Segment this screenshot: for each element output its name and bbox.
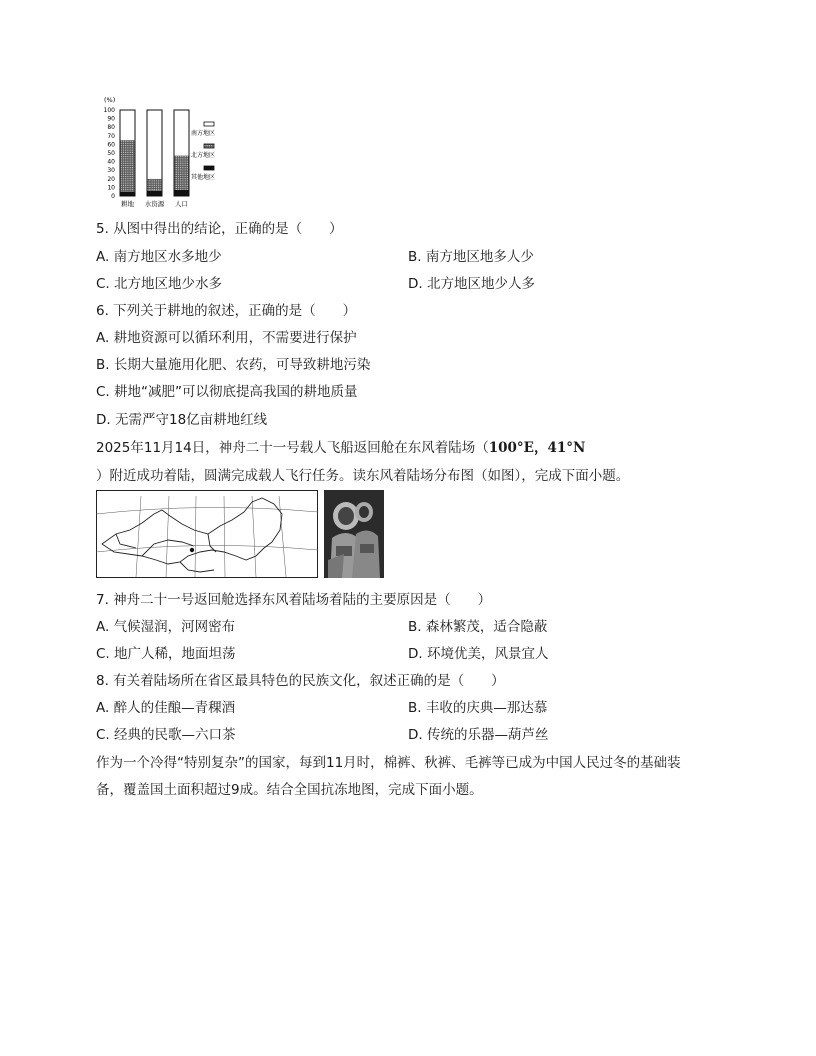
bar-segment xyxy=(120,110,135,140)
intro-3-line-2: 备，覆盖国土面积超过9成。结合全国抗冻地图，完成下面小题。 xyxy=(96,782,483,798)
legend-swatch xyxy=(204,122,214,126)
dongfeng-landing-map xyxy=(96,490,318,578)
intro-2-line-2: ）附近成功着陆，圆满完成载人飞行任务。读东风着陆场分布图（如图），完成下面小题。 xyxy=(96,468,630,484)
bars xyxy=(120,110,189,196)
y-tick-label: 0 xyxy=(111,193,115,200)
y-tick-label: 70 xyxy=(107,132,115,140)
y-axis-ticks xyxy=(104,107,116,200)
bar-segment xyxy=(174,156,189,190)
q7-stem: 7. 神舟二十一号返回舱选择东风着陆场着陆的主要原因是（ ） xyxy=(96,592,492,608)
q5-stem: 5. 从图中得出的结论，正确的是（ ） xyxy=(96,221,343,237)
q8-stem: 8. 有关着陆场所在省区最具特色的民族文化，叙述正确的是（ ） xyxy=(96,673,505,689)
intro-2-text: 2025年11月14日，神舟二十一号载人飞船返回舱在东风着陆场（ xyxy=(96,440,489,456)
bar-segment xyxy=(174,110,189,156)
landing-photo xyxy=(324,490,384,578)
x-axis-labels xyxy=(121,199,188,208)
x-category-label: 水资源 xyxy=(144,200,165,208)
landing-site-coordinates: 100°E，41°N xyxy=(488,440,586,456)
q7-option-d[interactable]: D. 环境优美，风景宜人 xyxy=(408,646,549,662)
q8-option-b[interactable]: B. 丰收的庆典—那达慕 xyxy=(408,700,548,716)
q5-option-d[interactable]: D. 北方地区地少人多 xyxy=(408,276,535,292)
y-tick-label: 30 xyxy=(107,167,115,175)
legend-swatch xyxy=(204,144,214,148)
legend-swatch xyxy=(204,166,214,170)
y-tick-label: 50 xyxy=(107,150,115,157)
bar-segment xyxy=(147,179,162,191)
intro-2-line-1 xyxy=(96,436,585,456)
q5-option-b[interactable]: B. 南方地区地多人少 xyxy=(408,249,534,265)
bar-segment xyxy=(120,192,135,196)
landing-site-marker xyxy=(190,548,194,552)
legend-label: 北方地区 xyxy=(191,152,216,159)
x-category-label: 人口 xyxy=(175,200,188,208)
stacked-bar-chart xyxy=(96,94,236,214)
y-tick-label: 10 xyxy=(107,184,115,192)
bar-segment xyxy=(120,140,135,192)
q8-option-c[interactable]: C. 经典的民歌—六口茶 xyxy=(96,727,236,743)
q5-option-c[interactable]: C. 北方地区地少水多 xyxy=(96,276,223,292)
bar-segment xyxy=(147,191,162,196)
y-tick-label: 60 xyxy=(107,141,115,149)
chart-legend xyxy=(191,122,215,181)
q8-option-a[interactable]: A. 醉人的佳酿—青稞酒 xyxy=(96,700,236,716)
q6-stem: 6. 下列关于耕地的叙述，正确的是（ ） xyxy=(96,303,357,319)
bar-segment xyxy=(174,190,189,196)
q8-option-d[interactable]: D. 传统的乐器—葫芦丝 xyxy=(408,727,549,743)
q6-option-c[interactable]: C. 耕地“减肥”可以彻底提高我国的耕地质量 xyxy=(96,384,358,400)
x-category-label: 耕地 xyxy=(121,200,134,208)
q7-option-c[interactable]: C. 地广人稀，地面坦荡 xyxy=(96,646,236,662)
y-tick-label: 20 xyxy=(107,175,115,183)
q6-option-b[interactable]: B. 长期大量施用化肥、农药，可导致耕地污染 xyxy=(96,357,371,373)
q6-option-a[interactable]: A. 耕地资源可以循环利用，不需要进行保护 xyxy=(96,330,357,346)
y-tick-label: 80 xyxy=(107,124,115,132)
y-tick-label: 90 xyxy=(107,115,115,123)
chart-unit-label: (%) xyxy=(104,96,116,104)
y-tick-label: 100 xyxy=(103,107,115,114)
q5-option-a[interactable]: A. 南方地区水多地少 xyxy=(96,249,222,265)
intro-3-line-1: 作为一个冷得“特别复杂”的国家，每到11月时，棉裤、秋裤、毛裤等已成为中国人民过冬的基础装 xyxy=(96,755,681,771)
legend-label: 其他地区 xyxy=(191,174,216,181)
q7-option-b[interactable]: B. 森林繁茂，适合隐蔽 xyxy=(408,619,548,635)
q6-option-d[interactable]: D. 无需严守18亿亩耕地红线 xyxy=(96,412,268,428)
legend-label: 南方地区 xyxy=(191,130,216,137)
y-tick-label: 40 xyxy=(107,158,115,166)
bar-segment xyxy=(147,110,162,179)
q7-option-a[interactable]: A. 气候湿润，河网密布 xyxy=(96,619,236,635)
